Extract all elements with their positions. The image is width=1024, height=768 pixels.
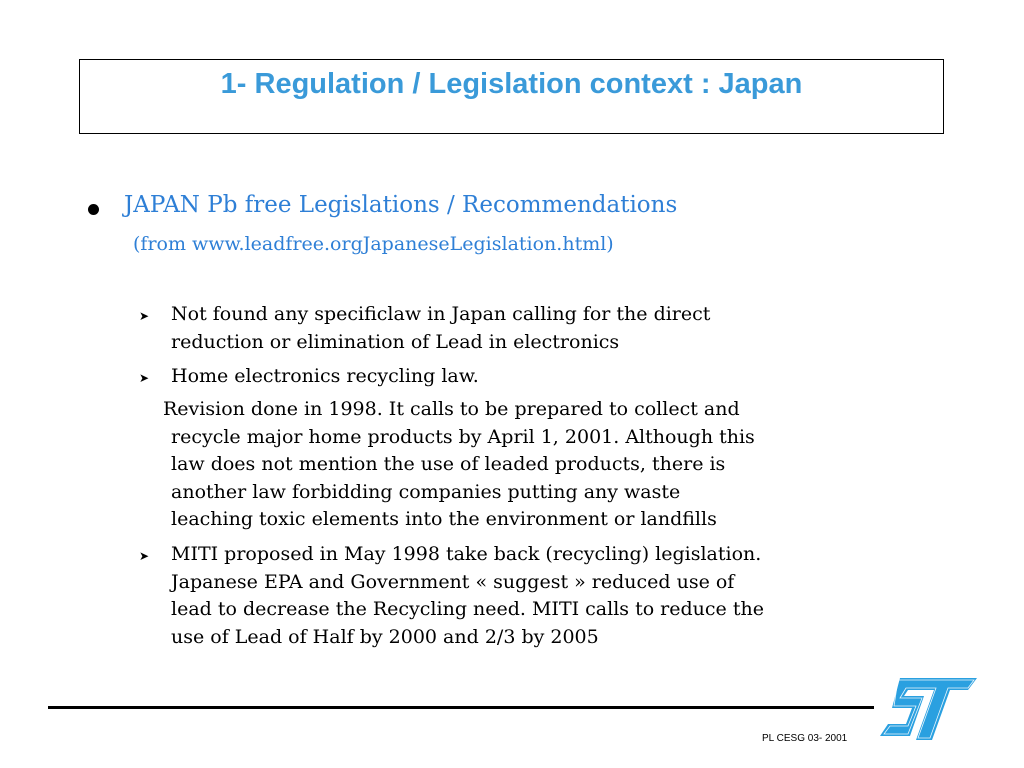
item-line: Japanese EPA and Government « suggest » reduced use of [171, 570, 735, 593]
item-line: Home electronics recycling law. [171, 365, 479, 387]
paragraph-line: law does not mention the use of leaded products, there is [171, 453, 726, 475]
bullet-dot-icon [88, 204, 99, 215]
slide-title: 1- Regulation / Legislation context : Japan [220, 68, 803, 100]
item-line: lead to decrease the Recycling need. MITI calls to reduce the [171, 598, 764, 620]
paragraph-line: recycle major home products by April 1, 2001. Although this [171, 425, 755, 448]
paragraph-line: leaching toxic elements into the environment or landfills [171, 508, 717, 530]
arrow-bullet-icon: ➤ [139, 371, 150, 385]
footer-divider [48, 706, 874, 709]
list-item [171, 301, 941, 356]
title-box [79, 59, 944, 134]
main-heading: JAPAN Pb free Legislations / Recommendations [124, 192, 678, 218]
paragraph-line: Revision done in 1998. It calls to be prepared to collect and [163, 398, 740, 420]
arrow-bullet-icon: ➤ [139, 309, 150, 323]
item-line: Not found any specificlaw in Japan calling for the direct [171, 303, 711, 325]
paragraph-line: another law forbidding companies putting any waste [171, 480, 681, 503]
list-item [171, 541, 941, 651]
source-reference: (from www.leadfree.orgJapaneseLegislation.html) [133, 233, 614, 255]
footer-label: PL CESG 03- 2001 [762, 733, 848, 744]
arrow-bullet-icon: ➤ [139, 549, 150, 563]
item-line: reduction or elimination of Lead in electronics [171, 330, 620, 353]
list-item [171, 363, 941, 391]
item-line: MITI proposed in May 1998 take back (recycling) legislation. [171, 543, 762, 565]
item-line: use of Lead of Half by 2000 and 2/3 by 2005 [171, 625, 599, 648]
revision-paragraph [163, 396, 938, 534]
st-logo-icon [880, 676, 978, 742]
